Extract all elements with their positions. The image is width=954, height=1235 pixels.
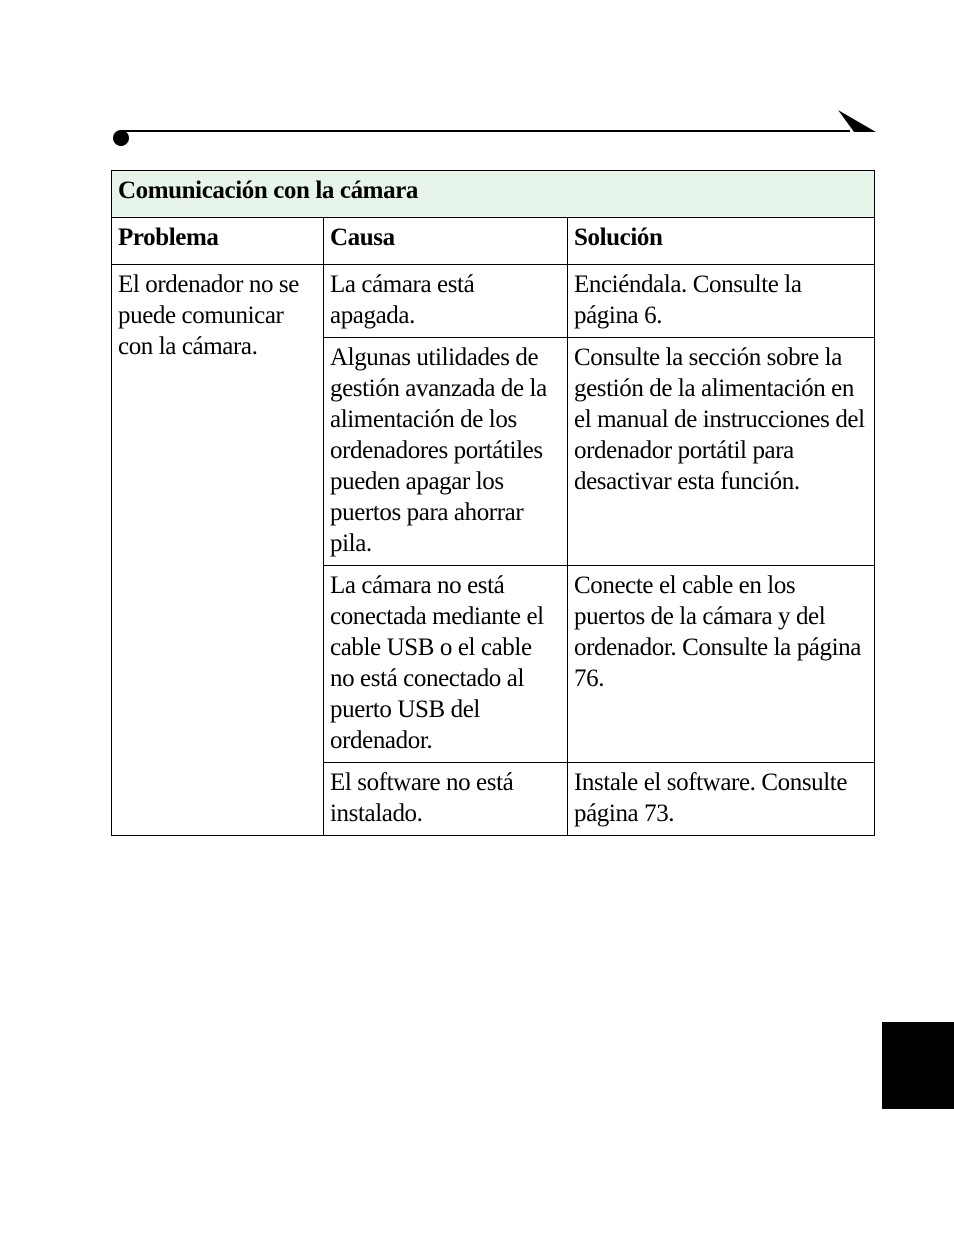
- solution-cell: Consulte la sección sobre la gestión de la alimentación en el manual de instrucciones del ordenador portátil para desactivar esta función.: [568, 338, 875, 566]
- table-header-row: [112, 218, 875, 265]
- header-rule: [110, 106, 876, 148]
- cause-cell: La cámara está apagada.: [324, 265, 568, 338]
- table-title-row: [112, 171, 875, 218]
- table-row: [112, 265, 875, 338]
- header-bullet: [113, 130, 129, 146]
- cause-cell: El software no está instalado.: [324, 763, 568, 836]
- problem-cell: El ordenador no se puede comunicar con la cámara.: [112, 265, 324, 836]
- header-solution: Solución: [568, 218, 875, 265]
- solution-cell: Enciéndala. Consulte la página 6.: [568, 265, 875, 338]
- side-thumb-tab: [882, 1022, 954, 1109]
- header-problem: Problema: [112, 218, 324, 265]
- table-title: Comunicación con la cámara: [112, 171, 875, 218]
- solution-cell: Conecte el cable en los puertos de la cámara y del ordenador. Consulte la página 76.: [568, 566, 875, 763]
- header-cause: Causa: [324, 218, 568, 265]
- solution-cell: Instale el software. Consulte página 73.: [568, 763, 875, 836]
- header-arrowhead: [838, 110, 876, 132]
- cause-cell: La cámara no está conectada mediante el cable USB o el cable no está conectado al puerto USB del ordenador.: [324, 566, 568, 763]
- cause-cell: Algunas utilidades de gestión avanzada de la alimentación de los ordenadores portátiles pueden apagar los puertos para ahorrar pila.: [324, 338, 568, 566]
- troubleshooting-table: [111, 170, 875, 836]
